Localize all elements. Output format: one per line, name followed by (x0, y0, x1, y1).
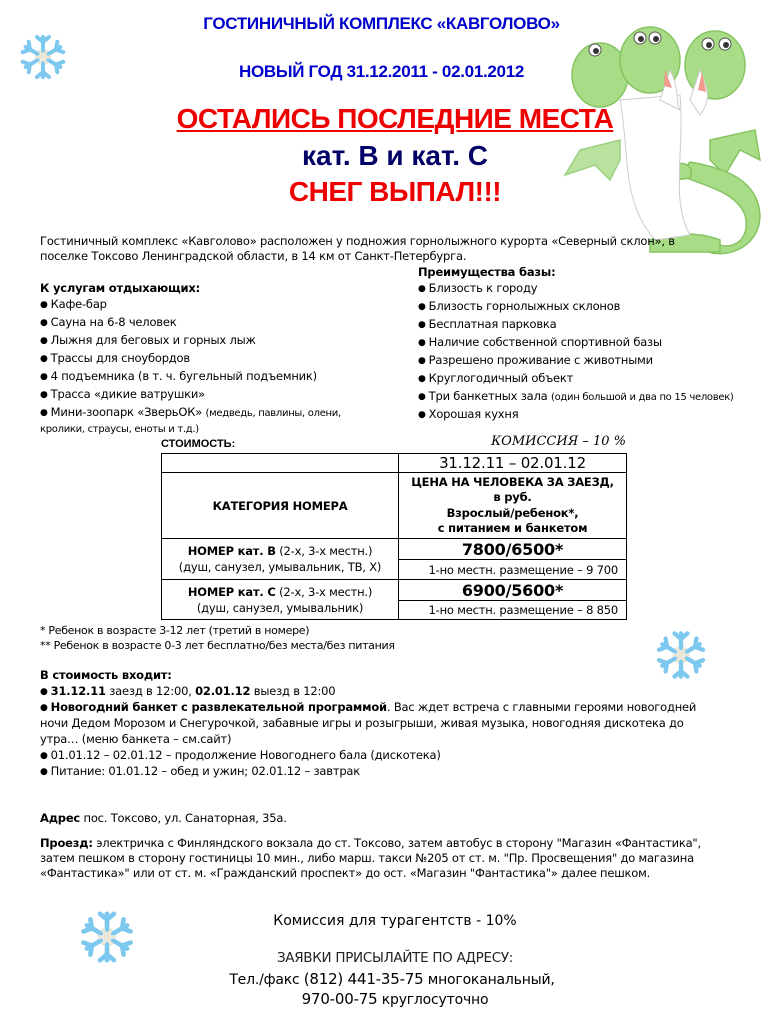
list-item: ● Трасса «дикие ватрушки» (40, 386, 341, 404)
price-b: 7800/6500* (399, 539, 627, 560)
phone-line-1: Тел./факс (812) 441-35-75 многоканальный, (229, 970, 555, 988)
snowflake-icon (654, 628, 708, 682)
list-item: ● Кафе-бар (40, 296, 341, 314)
pricing-label: СТОИМОСТЬ: (161, 438, 236, 450)
services-list (40, 296, 341, 438)
list-item: ● Три банкетных зала (один большой и два по 15 человек) (418, 388, 734, 406)
category-header: КАТЕГОРИЯ НОМЕРА (162, 473, 399, 539)
banquet-item: ● Новогодний банкет с развлекательной программой. Вас ждет встреча с главными героями новогодней (40, 699, 696, 717)
list-item: ● Близость к городу (418, 280, 734, 298)
empty-cell (162, 454, 399, 473)
phone-line-2: 970-00-75 круглосуточно (301, 990, 489, 1008)
advantages-heading: Преимущества базы: (418, 265, 556, 279)
price-table (161, 453, 627, 620)
list-item: ● Хорошая кухня (418, 406, 734, 424)
agency-commission: Комиссия для турагентств - 10% (273, 913, 517, 929)
checkin-checkout: ● 31.12.11 заезд в 12:00, 02.01.12 выезд в 12:00 (40, 683, 335, 701)
single-price-c: 1-но местн. размещение – 8 850 (399, 601, 627, 620)
footnote-child-0-3: ** Ребенок в возрасте 0-3 лет бесплатно/без места/без питания (40, 639, 395, 652)
event-dates: НОВЫЙ ГОД 31.12.2011 - 02.01.2012 (238, 62, 525, 81)
intro-line-2: поселке Токсово Ленинградской области, в 14 км от Санкт-Петербурга. (40, 249, 467, 263)
price-c: 6900/5600* (399, 580, 627, 601)
list-item: ● Круглогодичный объект (418, 370, 734, 388)
requests-heading: ЗАЯВКИ ПРИСЫЛАЙТЕ ПО АДРЕСУ: (276, 950, 514, 966)
intro-line-1: Гостиничный комплекс «Кавголово» расположен у подножия горнолыжного курорта «Северный склон», в (40, 234, 675, 248)
included-heading: В стоимость входит: (40, 668, 172, 682)
advantages-list (418, 280, 734, 424)
meals-item: ● Питание: 01.01.12 – обед и ужин; 02.01.12 – завтрак (40, 763, 360, 781)
footnote-child-3-12: * Ребенок в возрасте 3-12 лет (третий в номере) (40, 624, 310, 637)
list-item: ● Близость горнолыжных склонов (418, 298, 734, 316)
room-category-b: НОМЕР кат. В (2-х, 3-х местн.) (душ, санузел, умывальник, ТВ, Х) (162, 539, 399, 580)
date-range-cell: 31.12.11 – 02.01.12 (399, 454, 627, 473)
directions: Проезд: электричка с Финляндского вокзала до ст. Токсово, затем автобус в сторону "Магазин «Фантастика", затем пешком в сторону гостиницы 10 мин., либо марш. такси №205 от ст. м. "Пр. Просвещения" до магазина «Фантастика»" или от ст. м. «Гражданский проспект» до ост. «Магазин "Фантастика"» далее пешком. (40, 836, 701, 880)
table-row (162, 580, 627, 601)
single-price-b: 1-но местн. размещение – 9 700 (399, 560, 627, 580)
list-item: ● Разрешено проживание с животными (418, 352, 734, 370)
phone-number-1[interactable]: (812) 441-35-75 (303, 970, 424, 988)
ball-item: ● 01.01.12 – 02.01.12 – продолжение Новогоднего бала (дискотека) (40, 747, 441, 765)
list-item-continuation: кролики, страусы, еноты и т.д.) (40, 424, 199, 435)
services-heading: К услугам отдыхающих: (40, 281, 201, 295)
phone-number-2[interactable]: 970-00-75 (301, 990, 378, 1008)
list-item: ● Лыжня для беговых и горных лыж (40, 332, 341, 350)
table-row (162, 539, 627, 560)
price-header: ЦЕНА НА ЧЕЛОВЕКА ЗА ЗАЕЗД, в руб. Взрослый/ребенок*, с питанием и банкетом (399, 473, 627, 539)
list-item: ● Трассы для сноубордов (40, 350, 341, 368)
banquet-line-2: ночи Дедом Морозом и Снегурочкой, забавные игры и розыгрыши, живая музыка, новогодняя дискотека до (40, 716, 684, 730)
banquet-line-3: утра… (меню банкета – см.сайт) (40, 732, 232, 746)
list-item: ● Сауна на 6-8 человек (40, 314, 341, 332)
commission-note: КОМИССИЯ – 10 % (491, 434, 626, 449)
list-item: ● Мини-зоопарк «ЗверьОК» (медведь, павлины, олени, (40, 404, 341, 422)
room-category-c: НОМЕР кат. С (2-х, 3-х местн.) (душ, санузел, умывальник) (162, 580, 399, 620)
list-item: ● 4 подъемника (в т. ч. бугельный подъемник) (40, 368, 341, 386)
list-item: ● Наличие собственной спортивной базы (418, 334, 734, 352)
address: Адрес пос. Токсово, ул. Санаторная, 35а. (40, 811, 287, 825)
list-item: ● Бесплатная парковка (418, 316, 734, 334)
last-places-headline: ОСТАЛИСЬ ПОСЛЕДНИЕ МЕСТА (176, 103, 614, 134)
snow-headline: СНЕГ ВЫПАЛ!!! (288, 176, 502, 207)
hotel-title: ГОСТИНИЧНЫЙ КОМПЛЕКС «КАВГОЛОВО» (203, 14, 560, 33)
room-categories-headline: кат. В и кат. С (301, 140, 488, 171)
